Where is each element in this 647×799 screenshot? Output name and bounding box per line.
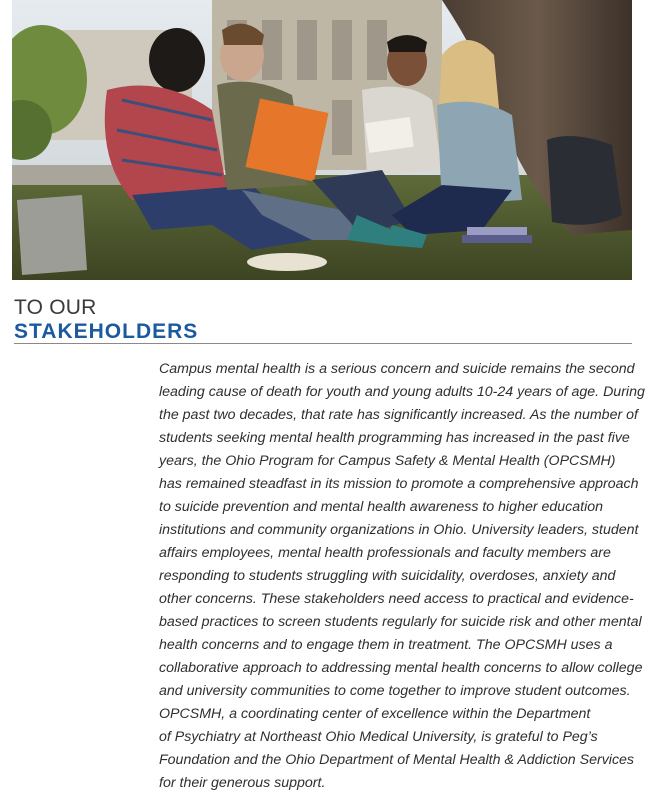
paragraph-line: Campus mental health is a serious concern and suicide remains the second [159, 361, 635, 377]
paragraph-line: collaborative approach to addressing mental health concerns to allow college [159, 660, 643, 676]
paragraph-line: other concerns. These stakeholders need access to practical and evidence- [159, 591, 634, 607]
paragraph-line: Foundation and the Ohio Department of Mental Health & Addiction Services [159, 752, 635, 768]
paragraph-line: responding to students struggling with suicidality, overdoses, anxiety and [159, 568, 616, 584]
paragraph-line: OPCSMH, a coordinating center of excellence within the Department [159, 706, 591, 722]
paragraph-line: has remained steadfast in its mission to promote a comprehensive approach [159, 476, 639, 492]
paragraph-line: to suicide prevention and mental health awareness to higher education [159, 499, 604, 515]
paragraph-line: and university communities to come together to improve student outcomes. [159, 683, 631, 699]
paragraph-line: leading cause of death for youth and young adults 10-24 years of age. During [159, 384, 645, 400]
heading-divider [14, 343, 632, 344]
paragraph-line: years, the Ohio Program for Campus Safety & Mental Health (OPCSMH) [159, 453, 616, 469]
paragraph-line: health concerns and to engage them in treatment. The OPCSMH uses a [159, 637, 613, 653]
students-photo [12, 0, 632, 280]
paragraph-line: affairs employees, mental health professionals and faculty members are [159, 545, 611, 561]
stakeholder-letter-paragraph [159, 358, 645, 795]
paragraph-line: based practices to screen students regularly for suicide risk and other mental [159, 614, 642, 630]
section-heading [14, 296, 632, 344]
paragraph-line: of Psychiatry at Northeast Ohio Medical University, is grateful to Peg’s [159, 729, 598, 745]
paragraph-line: for their generous support. [159, 775, 326, 791]
heading-line-1: TO OUR [14, 296, 97, 319]
paragraph-line: the past two decades, that rate has significantly increased. As the number of [159, 407, 638, 423]
paragraph-line: students seeking mental health programming has increased in the past five [159, 430, 630, 446]
paragraph-line: institutions and community organizations in Ohio. University leaders, student [159, 522, 639, 538]
heading-line-2: STAKEHOLDERS [14, 320, 199, 343]
